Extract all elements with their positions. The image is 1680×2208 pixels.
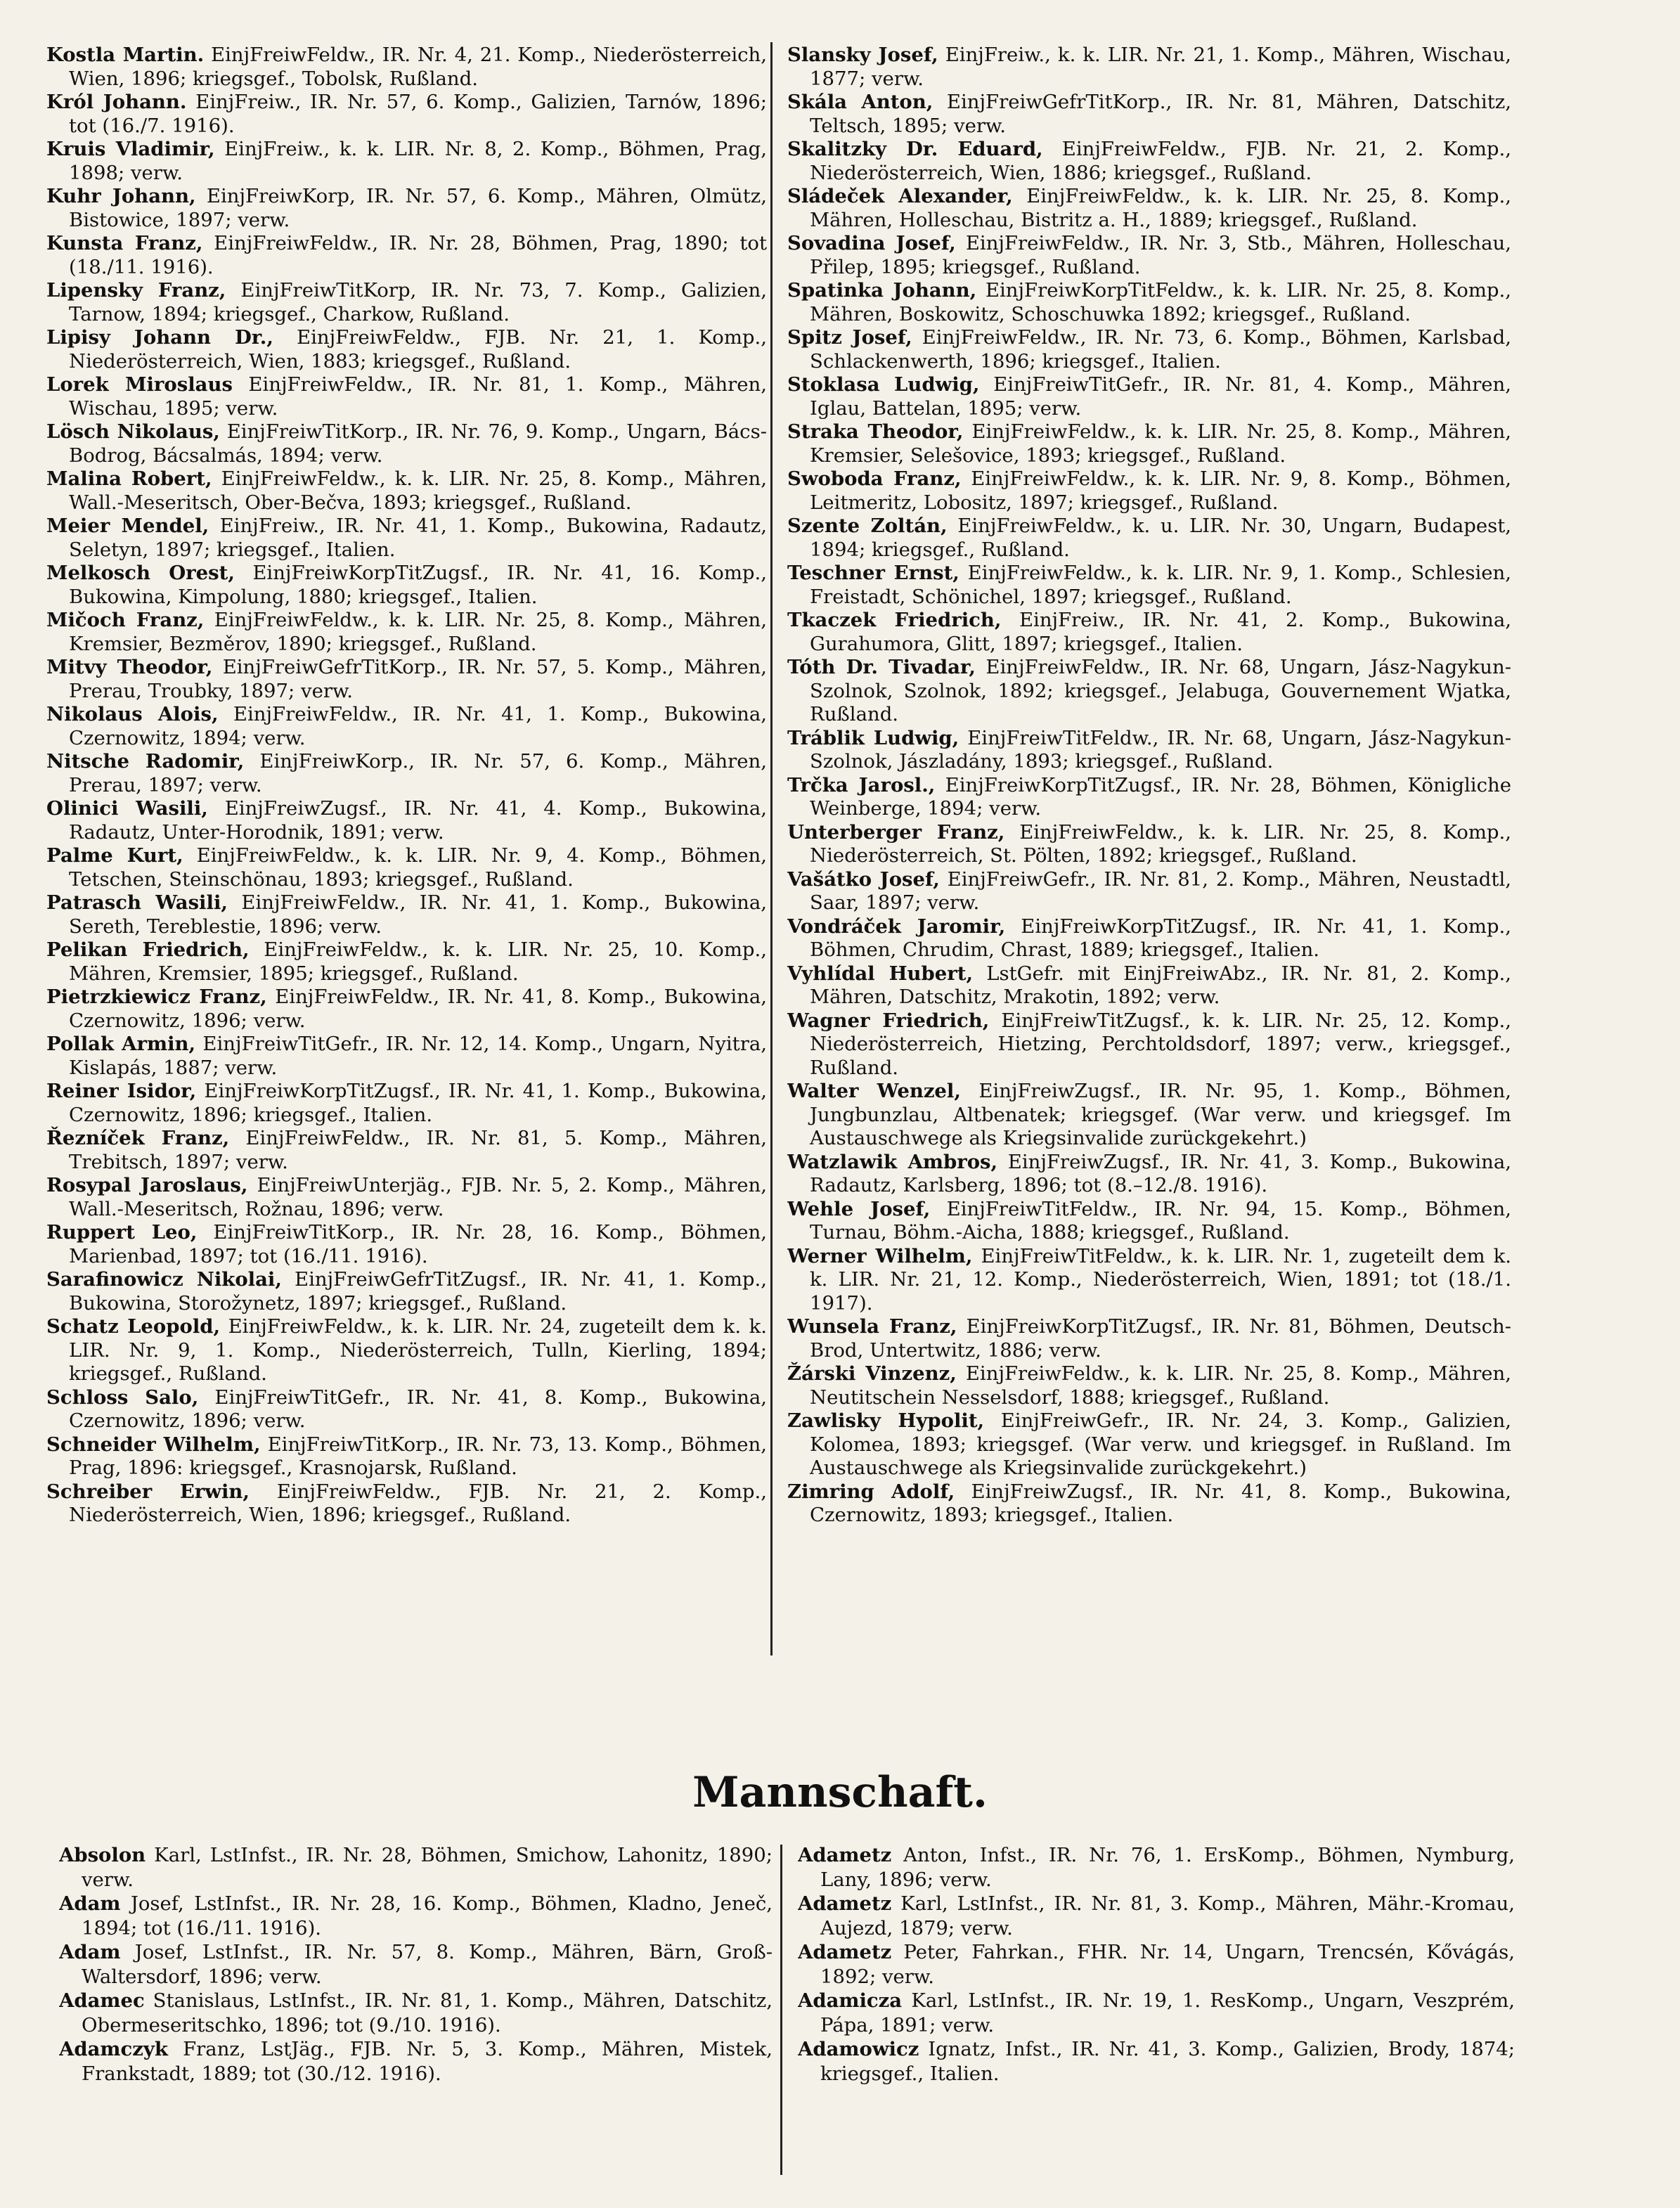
entry-name: Stoklasa Ludwig, <box>787 373 980 396</box>
entry-details: EinjFreiwKorpTitZugsf., IR. Nr. 28, Böhmen, Königliche Weinberge, 1894; verw. <box>810 773 1511 820</box>
entry-details: EinjFreiwTitKorp., IR. Nr. 76, 9. Komp., Ungarn, Bács-Bodrog, Bácsalmás, 1894; verw. <box>69 420 767 467</box>
entry-name: Werner Wilhelm, <box>787 1244 973 1267</box>
list-entry <box>798 1843 1515 1892</box>
list-entry <box>46 44 767 91</box>
entry-name: Rosypal Jaroslaus, <box>46 1174 248 1196</box>
list-entry <box>46 1127 767 1174</box>
entry-name: Adametz <box>798 1941 892 1963</box>
entry-name: Slansky Josef, <box>787 44 938 66</box>
entry-name: Pollak Armin, <box>46 1033 196 1055</box>
entry-name: Tráblik Ludwig, <box>787 726 959 749</box>
entry-details: EinjFreiwFeldw., k. k. LIR. Nr. 9, 4. Komp., Böhmen, Tetschen, Steinschönau, 1893; kriegsgef., Rußland. <box>69 844 767 891</box>
list-entry <box>787 373 1511 420</box>
entry-details: Franz, LstJäg., FJB. Nr. 5, 3. Komp., Mähren, Mistek, Frankstadt, 1889; tot (30./12. 1916). <box>82 2038 773 2085</box>
entry-name: Trčka Jarosl., <box>787 773 936 796</box>
list-entry <box>59 1892 773 1940</box>
entry-details: EinjFreiwFeldw., IR. Nr. 3, Stb., Mähren, Holleschau, Přilep, 1895; kriegsgef., Rußland. <box>810 232 1511 278</box>
list-entry <box>46 91 767 138</box>
entry-details: EinjFreiwKorpTitZugsf., IR. Nr. 41, 1. Komp., Böhmen, Chrudim, Chrast, 1889; kriegsgef., Italien. <box>810 915 1511 961</box>
list-entry <box>46 609 767 656</box>
entry-details: Anton, Infst., IR. Nr. 76, 1. ErsKomp., Böhmen, Nymburg, Lany, 1896; verw. <box>820 1844 1515 1891</box>
entry-details: EinjFreiwTitGefr., IR. Nr. 12, 14. Komp., Ungarn, Nyitra, Kislapás, 1887; verw. <box>69 1033 767 1079</box>
entry-name: Pietrzkiewicz Franz, <box>46 986 267 1008</box>
list-entry <box>59 1843 773 1892</box>
list-entry <box>59 1940 773 1989</box>
men-right-column <box>798 1843 1515 2174</box>
entry-details: EinjFreiwFeldw., k. u. LIR. Nr. 30, Ungarn, Budapest, 1894; kriegsgef., Rußland. <box>810 515 1511 561</box>
list-entry <box>787 562 1511 609</box>
list-entry <box>787 279 1511 326</box>
entry-details: EinjFreiwKorpTitZugsf., IR. Nr. 81, Böhmen, Deutsch-Brod, Untertwitz, 1886; verw. <box>810 1315 1511 1362</box>
entry-name: Malina Robert, <box>46 467 212 490</box>
entry-name: Olinici Wasili, <box>46 797 208 820</box>
entry-name: Zimring Adolf, <box>787 1480 955 1503</box>
entry-name: Kuhr Johann, <box>46 185 196 207</box>
entry-name: Król Johann. <box>46 91 187 113</box>
entry-details: EinjFreiwFeldw., k. k. LIR. Nr. 25, 8. Komp., Niederösterreich, St. Pölten, 1892; kriegsgef., Rußland. <box>810 820 1511 867</box>
list-entry <box>787 1151 1511 1198</box>
list-entry <box>46 703 767 750</box>
list-entry <box>46 420 767 467</box>
entry-name: Adamczyk <box>59 2038 168 2060</box>
entry-details: Josef, LstInfst., IR. Nr. 28, 16. Komp., Böhmen, Kladno, Jeneč, 1894; tot (16./11. 1916). <box>82 1892 773 1939</box>
entry-name: Vondráček Jaromir, <box>787 915 1006 938</box>
entry-details: EinjFreiwFeldw., IR. Nr. 81, 5. Komp., Mähren, Trebitsch, 1897; verw. <box>69 1127 767 1173</box>
list-entry <box>46 891 767 938</box>
entry-name: Adamec <box>59 1989 145 2012</box>
entry-details: EinjFreiwFeldw., FJB. Nr. 21, 1. Komp., Niederösterreich, Wien, 1883; kriegsgef., Rußland. <box>69 326 767 373</box>
entry-name: Sládeček Alexander, <box>787 185 1013 207</box>
entry-name: Walter Wenzel, <box>787 1080 961 1102</box>
list-entry <box>798 1989 1515 2037</box>
entry-name: Schatz Leopold, <box>46 1315 221 1338</box>
entry-details: EinjFreiw., k. k. LIR. Nr. 8, 2. Komp., Böhmen, Prag, 1898; verw. <box>69 138 767 184</box>
entry-details: EinjFreiwFeldw., k. k. LIR. Nr. 9, 8. Komp., Böhmen, Leitmeritz, Lobositz, 1897; kriegsgef., Rußland. <box>810 467 1511 514</box>
list-entry <box>46 232 767 279</box>
list-entry <box>787 609 1511 656</box>
entry-details: EinjFreiwGefrTitKorp., IR. Nr. 57, 5. Komp., Mähren, Prerau, Troubky, 1897; verw. <box>69 656 767 702</box>
entry-name: Teschner Ernst, <box>787 562 959 584</box>
entry-name: Schreiber Erwin, <box>46 1480 250 1503</box>
list-entry <box>787 1409 1511 1480</box>
entry-details: EinjFreiwZugsf., IR. Nr. 95, 1. Komp., Böhmen, Jungbunzlau, Altbenatek; kriegsgef. (War verw. und kriegsgef. Im Austauschwege als Kriegsinvalide zurückgekehrt.) <box>810 1080 1511 1149</box>
list-entry <box>787 91 1511 138</box>
list-entry <box>46 1033 767 1080</box>
entry-name: Schloss Salo, <box>46 1386 199 1409</box>
entry-name: Swoboda Franz, <box>787 467 962 490</box>
entry-details: EinjFreiwTitGefr., IR. Nr. 81, 4. Komp., Mähren, Iglau, Battelan, 1895; verw. <box>810 373 1511 420</box>
list-entry <box>787 326 1511 373</box>
list-entry <box>46 1386 767 1433</box>
entry-name: Kostla Martin. <box>46 44 205 66</box>
entry-details: EinjFreiwGefr., IR. Nr. 81, 2. Komp., Mähren, Neustadtl, Saar, 1897; verw. <box>810 867 1511 914</box>
entry-details: EinjFreiwFeldw., k. k. LIR. Nr. 9, 1. Komp., Schlesien, Freistadt, Schönichel, 1897; kriegsgef., Rußland. <box>810 562 1511 608</box>
entry-details: EinjFreiwFeldw., IR. Nr. 73, 6. Komp., Böhmen, Karlsbad, Schlackenwerth, 1896; kriegsgef., Italien. <box>810 326 1511 373</box>
entry-name: Adam <box>59 1892 121 1915</box>
entry-details: EinjFreiw., k. k. LIR. Nr. 21, 1. Komp., Mähren, Wischau, 1877; verw. <box>810 44 1511 90</box>
entry-name: Melkosch Orest, <box>46 562 235 584</box>
men-left-column <box>59 1843 773 2174</box>
list-entry <box>787 727 1511 774</box>
entry-name: Wehle Josef, <box>787 1197 931 1220</box>
entry-name: Skalitzky Dr. Eduard, <box>787 138 1043 160</box>
entry-name: Adamowicz <box>798 2038 919 2060</box>
section-title: Mannschaft. <box>692 1768 988 1817</box>
entry-details: EinjFreiwFeldw., IR. Nr. 41, 1. Komp., Bukowina, Czernowitz, 1894; verw. <box>69 703 767 749</box>
entry-name: Spitz Josef, <box>787 326 912 349</box>
entry-details: EinjFreiwKorpTitFeldw., k. k. LIR. Nr. 25, 8. Komp., Mähren, Boskowitz, Schoschuwka 1892; kriegsgef., Rußland. <box>810 279 1511 325</box>
entry-details: Karl, LstInfst., IR. Nr. 81, 3. Komp., Mähren, Mähr.-Kromau, Aujezd, 1879; verw. <box>820 1892 1515 1939</box>
list-entry <box>46 1268 767 1315</box>
entry-name: Sovadina Josef, <box>787 232 956 254</box>
list-entry <box>46 797 767 844</box>
entry-details: Karl, LstInfst., IR. Nr. 19, 1. ResKomp., Ungarn, Veszprém, Pápa, 1891; verw. <box>820 1989 1515 2036</box>
entry-details: EinjFreiwGefr., IR. Nr. 24, 3. Komp., Galizien, Kolomea, 1893; kriegsgef. (War verw. und kriegsgef. in Rußland. Im Austauschwege als Kriegsinvalide zurückgekehrt.) <box>810 1409 1511 1479</box>
entry-details: Josef, LstInfst., IR. Nr. 57, 8. Komp., Mähren, Bärn, Groß-Waltersdorf, 1896; verw. <box>82 1941 773 1988</box>
list-entry <box>787 774 1511 821</box>
entry-details: EinjFreiwFeldw., k. k. LIR. Nr. 25, 8. Komp., Mähren, Neutitschein Nesselsdorf, 1888; kriegsgef., Rußland. <box>810 1362 1511 1409</box>
entry-details: EinjFreiwFeldw., k. k. LIR. Nr. 25, 8. Komp., Mähren, Wall.-Meseritsch, Ober-Bečva, 1893; kriegsgef., Rußland. <box>69 467 767 514</box>
entry-details: EinjFreiwZugsf., IR. Nr. 41, 8. Komp., Bukowina, Czernowitz, 1893; kriegsgef., Italien. <box>810 1480 1511 1526</box>
entry-details: EinjFreiw., IR. Nr. 41, 1. Komp., Bukowina, Radautz, Seletyn, 1897; kriegsgef., Italien. <box>69 515 767 561</box>
entry-name: Lösch Nikolaus, <box>46 420 220 443</box>
entry-name: Mitvy Theodor, <box>46 656 213 678</box>
entry-details: EinjFreiw., IR. Nr. 57, 6. Komp., Galizien, Tarnów, 1896; tot (16./7. 1916). <box>69 91 767 137</box>
entry-details: EinjFreiwTitFeldw., IR. Nr. 94, 15. Komp., Böhmen, Turnau, Böhm.-Aicha, 1888; kriegsgef., Rußland. <box>810 1197 1511 1244</box>
list-entry <box>787 1315 1511 1362</box>
entry-name: Adamicza <box>798 1989 903 2012</box>
entry-details: EinjFreiwGefrTitKorp., IR. Nr. 81, Mähren, Datschitz, Teltsch, 1895; verw. <box>810 91 1511 137</box>
entry-details: EinjFreiwFeldw., k. k. LIR. Nr. 25, 8. Komp., Mähren, Kremsier, Bezměrov, 1890; kriegsgef., Rußland. <box>69 609 767 655</box>
entry-name: Tóth Dr. Tivadar, <box>787 656 976 678</box>
entry-details: EinjFreiwFeldw., FJB. Nr. 21, 2. Komp., Niederösterreich, Wien, 1896; kriegsgef., Rußland. <box>69 1480 767 1526</box>
entry-details: EinjFreiw., IR. Nr. 41, 2. Komp., Bukowina, Gurahumora, Glitt, 1897; kriegsgef., Italien. <box>810 609 1511 655</box>
entry-name: Absolon <box>59 1844 146 1866</box>
list-entry <box>787 1198 1511 1245</box>
list-entry <box>46 750 767 797</box>
entry-details: EinjFreiwFeldw., k. k. LIR. Nr. 24, zugeteilt dem k. k. LIR. Nr. 9, 1. Komp., Niederösterreich, Tulln, Kierling, 1894; kriegsgef., Rußland. <box>69 1315 767 1385</box>
officers-right-column <box>787 44 1511 1653</box>
list-entry <box>787 821 1511 868</box>
entry-name: Mičoch Franz, <box>46 609 205 631</box>
entry-details: EinjFreiwTitFeldw., k. k. LIR. Nr. 1, zugeteilt dem k. k. LIR. Nr. 21, 12. Komp., Niederösterreich, Wien, 1891; tot (18./1. 1917). <box>810 1244 1511 1315</box>
entry-details: EinjFreiwTitZugsf., k. k. LIR. Nr. 25, 12. Komp., Niederösterreich, Hietzing, Perchtoldsdorf, 1897; verw., kriegsgef., Rußland. <box>810 1009 1511 1079</box>
entry-name: Szente Zoltán, <box>787 515 948 537</box>
list-entry <box>46 1433 767 1480</box>
entry-name: Vyhlídal Hubert, <box>787 962 974 985</box>
entry-details: Stanislaus, LstInfst., IR. Nr. 81, 1. Komp., Mähren, Datschitz, Obermeseritschko, 1896; tot (9./10. 1916). <box>82 1989 773 2036</box>
entry-details: EinjFreiwFeldw., IR. Nr. 28, Böhmen, Prag, 1890; tot (18./11. 1916). <box>69 232 767 278</box>
entry-name: Kunsta Franz, <box>46 232 203 254</box>
entry-name: Adam <box>59 1941 121 1963</box>
entry-name: Nitsche Radomir, <box>46 750 245 773</box>
entry-name: Řezníček Franz, <box>46 1127 230 1149</box>
entry-name: Wagner Friedrich, <box>787 1009 990 1032</box>
list-entry <box>787 185 1511 232</box>
entry-details: EinjFreiwFeldw., FJB. Nr. 21, 2. Komp., Niederösterreich, Wien, 1886; kriegsgef., Rußland. <box>810 138 1511 184</box>
entry-name: Reiner Isidor, <box>46 1080 197 1102</box>
list-entry <box>46 986 767 1033</box>
list-entry <box>787 962 1511 1009</box>
list-entry <box>46 1080 767 1127</box>
entry-name: Adametz <box>798 1844 892 1866</box>
entry-name: Spatinka Johann, <box>787 279 977 302</box>
entry-name: Nikolaus Alois, <box>46 703 219 725</box>
column-divider <box>780 1845 782 2175</box>
entry-details: EinjFreiwZugsf., IR. Nr. 41, 3. Komp., Bukowina, Radautz, Karlsberg, 1896; tot (8.–12./8. 1916). <box>810 1150 1511 1196</box>
entry-details: LstGefr. mit EinjFreiwAbz., IR. Nr. 81, 2. Komp., Mähren, Datschitz, Mrakotin, 1892; verw. <box>810 962 1511 1008</box>
entry-name: Patrasch Wasili, <box>46 891 228 914</box>
list-entry <box>787 1080 1511 1151</box>
entry-details: EinjFreiwTitKorp., IR. Nr. 73, 13. Komp., Böhmen, Prag, 1896: kriegsgef., Krasnojarsk, Rußland. <box>69 1433 767 1479</box>
entry-name: Unterberger Franz, <box>787 820 1005 844</box>
entry-name: Lorek Miroslaus <box>46 373 233 396</box>
entry-details: EinjFreiwKorpTitZugsf., IR. Nr. 41, 1. Komp., Bukowina, Czernowitz, 1896; kriegsgef., Italien. <box>69 1080 767 1126</box>
entry-name: Pelikan Friedrich, <box>46 938 250 961</box>
list-entry <box>46 326 767 373</box>
list-entry <box>59 2037 773 2086</box>
entry-details: EinjFreiwFeldw., k. k. LIR. Nr. 25, 8. Komp., Mähren, Kremsier, Selešovice, 1893; kriegsgef., Rußland. <box>810 420 1511 467</box>
list-entry <box>787 656 1511 727</box>
entry-details: EinjFreiwFeldw., k. k. LIR. Nr. 25, 8. Komp., Mähren, Holleschau, Bistritz a. H., 1889; kriegsgef., Rußland. <box>810 185 1511 231</box>
list-entry <box>46 938 767 986</box>
entry-details: EinjFreiwFeldw., IR. Nr. 68, Ungarn, Jász-Nagykun-Szolnok, Szolnok, 1892; kriegsgef., Jelabuga, Gouvernement Wjatka, Rußland. <box>810 656 1511 725</box>
list-entry <box>798 1892 1515 1940</box>
entry-name: Adametz <box>798 1892 892 1915</box>
list-entry <box>787 915 1511 962</box>
list-entry <box>787 515 1511 562</box>
entry-details: Peter, Fahrkan., FHR. Nr. 14, Ungarn, Trencsén, Kővágás, 1892; verw. <box>820 1941 1515 1988</box>
entry-details: EinjFreiwTitKorp., IR. Nr. 28, 16. Komp., Böhmen, Marienbad, 1897; tot (16./11. 1916). <box>69 1221 767 1267</box>
list-entry <box>46 515 767 562</box>
list-entry <box>46 185 767 232</box>
list-entry <box>46 562 767 609</box>
list-entry <box>787 868 1511 915</box>
list-entry <box>46 656 767 703</box>
entry-details: EinjFreiwFeldw., IR. Nr. 41, 8. Komp., Bukowina, Czernowitz, 1896; verw. <box>69 986 767 1032</box>
list-entry <box>46 1480 767 1528</box>
list-entry <box>46 1174 767 1221</box>
list-entry <box>787 1362 1511 1409</box>
list-entry <box>46 467 767 515</box>
list-entry <box>46 279 767 326</box>
entry-details: EinjFreiwFeldw., k. k. LIR. Nr. 25, 10. Komp., Mähren, Kremsier, 1895; kriegsgef., Rußland. <box>69 938 767 985</box>
list-entry <box>787 467 1511 515</box>
entry-name: Vašátko Josef, <box>787 867 940 891</box>
entry-name: Schneider Wilhelm, <box>46 1433 261 1456</box>
entry-name: Tkaczek Friedrich, <box>787 609 1002 631</box>
list-entry <box>46 373 767 420</box>
entry-name: Watzlawik Ambros, <box>787 1150 998 1173</box>
entry-name: Palme Kurt, <box>46 844 183 867</box>
entry-name: Skála Anton, <box>787 91 933 113</box>
entry-name: Straka Theodor, <box>787 420 964 443</box>
entry-details: EinjFreiwTitFeldw., IR. Nr. 68, Ungarn, Jász-Nagykun-Szolnok, Jászladány, 1893; kriegsgef., Rußland. <box>810 726 1511 773</box>
officers-left-column <box>46 44 767 1653</box>
entry-name: Kruis Vladimir, <box>46 138 215 160</box>
entry-details: Ignatz, Infst., IR. Nr. 41, 3. Komp., Galizien, Brody, 1874; kriegsgef., Italien. <box>820 2038 1515 2085</box>
entry-details: EinjFreiwTitKorp, IR. Nr. 73, 7. Komp., Galizien, Tarnow, 1894; kriegsgef., Charkow, Rußland. <box>69 279 767 325</box>
entry-details: EinjFreiwZugsf., IR. Nr. 41, 4. Komp., Bukowina, Radautz, Unter-Horodnik, 1891; verw. <box>69 797 767 844</box>
entry-details: EinjFreiwGefrTitZugsf., IR. Nr. 41, 1. Komp., Bukowina, Storožynetz, 1897; kriegsgef., Rußland. <box>69 1268 767 1315</box>
column-divider <box>770 42 773 1655</box>
entry-details: EinjFreiwKorpTitZugsf., IR. Nr. 41, 16. Komp., Bukowina, Kimpolung, 1880; kriegsgef., Italien. <box>69 562 767 608</box>
list-entry <box>46 1221 767 1268</box>
entry-details: EinjFreiwFeldw., IR. Nr. 4, 21. Komp., Niederösterreich, Wien, 1896; kriegsgef., Tobolsk, Rußland. <box>69 44 767 90</box>
entry-name: Wunsela Franz, <box>787 1315 957 1338</box>
entry-details: EinjFreiwKorp., IR. Nr. 57, 6. Komp., Mähren, Prerau, 1897; verw. <box>69 750 767 796</box>
entry-name: Sarafinowicz Nikolai, <box>46 1268 282 1291</box>
list-entry <box>798 2037 1515 2086</box>
entry-details: EinjFreiwUnterjäg., FJB. Nr. 5, 2. Komp., Mähren, Wall.-Meseritsch, Rožnau, 1896; verw. <box>69 1174 767 1220</box>
entry-name: Ruppert Leo, <box>46 1221 198 1244</box>
entry-details: EinjFreiwKorp, IR. Nr. 57, 6. Komp., Mähren, Olmütz, Bistowice, 1897; verw. <box>69 185 767 231</box>
list-entry <box>787 44 1511 91</box>
entry-details: EinjFreiwTitGefr., IR. Nr. 41, 8. Komp., Bukowina, Czernowitz, 1896; verw. <box>69 1386 767 1432</box>
list-entry <box>46 844 767 891</box>
list-entry <box>46 1315 767 1386</box>
entry-details: Karl, LstInfst., IR. Nr. 28, Böhmen, Smichow, Lahonitz, 1890; verw. <box>82 1844 773 1891</box>
entry-name: Meier Mendel, <box>46 515 209 537</box>
list-entry <box>787 232 1511 279</box>
list-entry <box>787 138 1511 185</box>
entry-name: Žárski Vinzenz, <box>787 1362 957 1385</box>
list-entry <box>46 138 767 185</box>
list-entry <box>787 1480 1511 1528</box>
list-entry <box>59 1989 773 2037</box>
list-entry <box>787 1245 1511 1316</box>
entry-name: Zawlisky Hypolit, <box>787 1409 985 1432</box>
list-entry <box>787 420 1511 467</box>
entry-details: EinjFreiwFeldw., IR. Nr. 81, 1. Komp., Mähren, Wischau, 1895; verw. <box>69 373 767 420</box>
entry-name: Lipisy Johann Dr., <box>46 326 273 349</box>
entry-name: Lipensky Franz, <box>46 279 226 302</box>
list-entry <box>787 1009 1511 1080</box>
list-entry <box>798 1940 1515 1989</box>
entry-details: EinjFreiwFeldw., IR. Nr. 41, 1. Komp., Bukowina, Sereth, Tereblestie, 1896; verw. <box>69 891 767 938</box>
